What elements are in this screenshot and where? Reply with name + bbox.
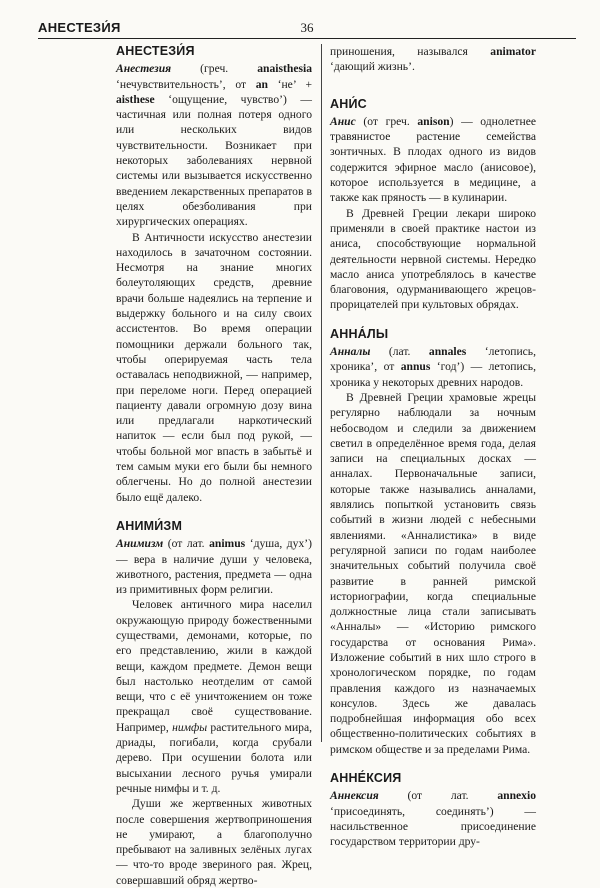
entry-paragraph: В Древней Греции лекари широко применяли в своей практике настои из аниса, способствующие нормальной деятельности нервной системы. Нередко масло аниса употреблялось в качестве благовония, одурманивающего жрецов-прорицателей при культовых обрядах. [330, 206, 536, 312]
header-rule [38, 38, 576, 39]
running-header [38, 18, 576, 38]
paragraph-text: Человек античного мира населил окружающую природу божественными существами, демонами, которые, по его представлению, жили в каждой вещи, каждом предмете. Демон вещи был настолько неотделим от самой вещи, что с её уничтожением он тоже прекращал своё существование. Например, [116, 598, 312, 734]
etymon: animus [209, 537, 246, 551]
definition-text: (от лат. [378, 789, 498, 803]
entry-definition [330, 788, 536, 849]
entry-definition [116, 536, 312, 597]
definition-text: ‘нечувствительность’, от [116, 77, 256, 91]
definition-text: ‘летопись, хроника’, от [330, 345, 536, 374]
definition-text: ‘присоединять, соединять’) — насильственное присоединение государством территории дру- [330, 804, 536, 849]
headword: Аннексия [330, 789, 379, 803]
entry-definition [330, 114, 536, 206]
etymon: anison [417, 114, 450, 128]
entry-animism [116, 519, 312, 888]
paragraph-text: ‘дающий жизнь’. [330, 60, 415, 74]
etymon: anaisthesia [257, 62, 312, 76]
definition-text: ‘год’) — летопись, хроника у некоторых древних народов. [330, 360, 536, 389]
etymon: annus [400, 360, 431, 374]
entry-definition [330, 344, 536, 390]
entry-definition [116, 61, 312, 229]
definition-text: ) — однолетнее травянистое растение семейства зонтичных. В плодах одного из видов содержится эфирное масло (анисовое), которое используется в медицине, а также как пряность — в кулинарии. [330, 114, 536, 205]
headword: Анналы [330, 345, 371, 359]
column-separator [321, 44, 322, 742]
etymon: annexio [497, 789, 536, 803]
definition-text: (от лат. [163, 537, 210, 551]
italic-term: нимфы [172, 720, 208, 734]
definition-text: ‘не’ + [267, 77, 312, 91]
entry-annexation [330, 771, 536, 849]
headword: Анимизм [116, 537, 164, 551]
continued-text [330, 44, 536, 75]
entry-title: АННА́ЛЫ [330, 326, 389, 341]
right-column [330, 44, 536, 849]
definition-text: (от греч. [355, 114, 418, 128]
etymon: animator [490, 45, 536, 58]
entry-paragraph: В Античности искусство анестезии находилось в зачаточном состоянии. Несмотря на знание многих болеутоляющих средств, древние врачи больше надеялись на терпение и выдержку больного и на силу своих ассистентов. Во время операции помощники держали больного так, чтобы оперируемая часть тела оставалась неподвижной, — например, при переломе ноги. Перед операцией пациенту давали огромную дозу вина или предлагали наркотический напиток — если был под рукой, — чтобы больной мог впасть в забытьё и тем самым муки его были бы немного облегчены. Но до полной анестезии было ещё далеко. [116, 230, 312, 504]
entry-title: АНИ́С [330, 96, 367, 111]
definition-text: (греч. [171, 62, 258, 76]
entry-anise [330, 97, 536, 313]
entry-title: АННЕ́КСИЯ [330, 771, 402, 786]
left-column [116, 44, 312, 887]
entry-paragraph [116, 597, 312, 796]
etymon: annales [428, 345, 467, 359]
running-title: АНЕСТЕЗИ́Я [38, 20, 121, 35]
entry-anesthesia [116, 44, 312, 505]
page-number: 36 [300, 20, 314, 35]
entry-title: АНИМИ́ЗМ [116, 518, 183, 533]
entry-paragraph: В Древней Греции храмовые жрецы регулярно наблюдали за ночным небосводом и следили за движением светил в определённое время года, делая записи на специальных досках — анналах. Первоначальные записи, которые также назывались анналами, являлись попыткой установить связь событий в жизни людей с небесными явлениями. «Анналистика» в виде регулярной записи по годам наиболее значительных событий получила своё развитие в ранней римской историографии, когда специальные должностные лица стали записывать «Анналы» — «Историю римского государства от основания Рима». Изложение событий в них шло строго в хронологическом порядке, по годам правления каждого из назначаемых консулов. Здесь же давалась подробнейшая информация обо всех общественно-политических событиях в римском обществе и за пределами Рима. [330, 390, 536, 756]
entry-paragraph [330, 44, 536, 75]
entry-annals [330, 327, 536, 757]
etymon: aisthese [116, 92, 155, 106]
entry-paragraph: Души же жертвенных животных после совершения жертвоприношения не умирают, а благополучно пребывают на заливных зелёных лугах — что-то вроде звериного рая. Жрец, совершавший обряд жертво- [116, 797, 312, 887]
entry-title: АНЕСТЕЗИ́Я [116, 44, 195, 58]
headword: Анис [330, 114, 356, 128]
paragraph-text: приношения, назывался [330, 45, 491, 58]
etymon: an [255, 77, 268, 91]
definition-text: ‘душа, дух’) — вера в наличие души у человека, животного, растения, предмета — одна из примитивных форм религии. [116, 537, 312, 597]
definition-text: (лат. [370, 345, 429, 359]
paragraph-text: растительного мира, дриады, погибали, когда срубали дерево. При осушении болота или высыхании лесного ручья умирали речные нимфы и т. д. [116, 720, 312, 795]
headword: Анестезия [116, 62, 172, 76]
definition-text: ‘ощущение, чувство’) — частичная или полная потеря одного или нескольких видов чувствительности. Возникает при некоторых заболеваниях нервной системы или вызывается искусственно введением лекарственных препаратов в целях обезболивания при хирургических операциях. [116, 92, 312, 229]
